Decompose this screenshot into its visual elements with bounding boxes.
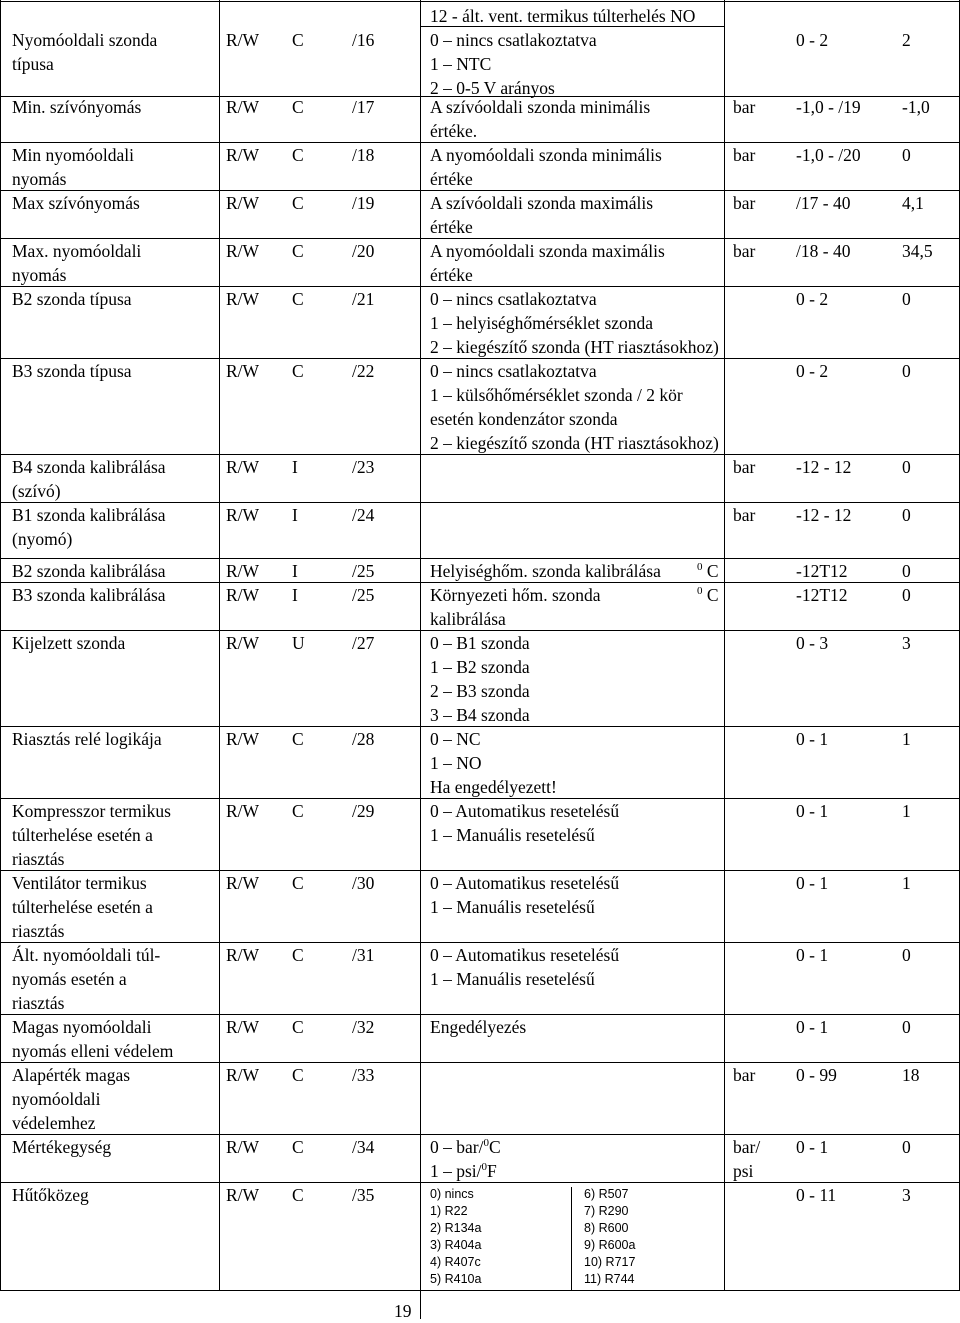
param-level: C — [292, 729, 304, 749]
param-level: C — [292, 361, 304, 381]
param-range: -1,0 - /19 — [796, 97, 861, 117]
param-default: 0 — [902, 145, 911, 165]
param-code: /19 — [352, 193, 375, 213]
param-level: C — [292, 1137, 304, 1157]
param-name: B3 szonda kalibrálása — [12, 585, 166, 605]
refrigerant-option: 3) R404a — [430, 1238, 482, 1252]
param-code: /33 — [352, 1065, 375, 1085]
param-range: -1,0 - /20 — [796, 145, 861, 165]
param-access: R/W — [226, 873, 260, 893]
param-access: R/W — [226, 505, 260, 525]
param-range: 0 - 1 — [796, 1137, 829, 1157]
param-name: Max szívónyomás — [12, 193, 140, 213]
param-unit: psi — [733, 1161, 754, 1181]
param-level: I — [292, 457, 298, 477]
param-range: 0 - 2 — [796, 30, 829, 50]
param-name: védelemhez — [12, 1113, 96, 1133]
param-name: B1 szonda kalibrálása — [12, 505, 166, 525]
param-level: C — [292, 945, 304, 965]
param-name: Alapérték magas — [12, 1065, 131, 1085]
refrigerant-option: 9) R600a — [584, 1238, 636, 1252]
param-description: 0 – Automatikus resetelésű — [430, 801, 620, 821]
param-default: 0 — [902, 561, 911, 581]
param-name: (szívó) — [12, 481, 61, 501]
param-description: kalibrálása — [430, 609, 506, 629]
refrigerant-option: 6) R507 — [584, 1187, 629, 1201]
param-description: 2 – kiegészítő szonda (HT riasztásokhoz) — [430, 337, 719, 357]
param-default: 2 — [902, 30, 911, 50]
param-description: 0 – nincs csatlakoztatva — [430, 30, 597, 50]
param-name: Kijelzett szonda — [12, 633, 126, 653]
param-access: R/W — [226, 30, 260, 50]
param-name: Hűtőközeg — [12, 1185, 89, 1205]
param-code: /24 — [352, 505, 375, 525]
param-default: 1 — [902, 801, 911, 821]
param-description: Helyiséghőm. szonda kalibrálása — [430, 561, 661, 581]
param-name: Magas nyomóoldali — [12, 1017, 152, 1037]
refrigerant-option: 1) R22 — [430, 1204, 468, 1218]
param-description: értéke — [430, 217, 473, 237]
param-name: B4 szonda kalibrálása — [12, 457, 166, 477]
param-description: A szívóoldali szonda maximális — [430, 193, 654, 213]
param-default: 0 — [902, 585, 911, 605]
param-default: 3 — [902, 633, 911, 653]
param-description: 0 – Automatikus resetelésű — [430, 945, 620, 965]
param-access: R/W — [226, 361, 260, 381]
param-name: Kompresszor termikus — [12, 801, 171, 821]
param-access: R/W — [226, 145, 260, 165]
param-code: /17 — [352, 97, 375, 117]
param-code: /31 — [352, 945, 375, 965]
param-description: 12 - ált. vent. termikus túlterhelés NO — [430, 6, 696, 26]
param-description: A nyomóoldali szonda maximális — [430, 241, 665, 261]
param-level: C — [292, 241, 304, 261]
param-description: 2 – 0-5 V arányos — [430, 78, 555, 98]
param-range: -12 - 12 — [796, 505, 852, 525]
param-unit: bar — [733, 193, 756, 213]
param-code: /28 — [352, 729, 375, 749]
param-description: A nyomóoldali szonda minimális — [430, 145, 662, 165]
param-level: C — [292, 193, 304, 213]
param-default: 18 — [902, 1065, 920, 1085]
param-name: riasztás — [12, 849, 65, 869]
refrigerant-option: 4) R407c — [430, 1255, 481, 1269]
refrigerant-option: 0) nincs — [430, 1187, 474, 1201]
param-range: /18 - 40 — [796, 241, 851, 261]
param-description: Ha engedélyezett! — [430, 777, 557, 797]
param-description: 1 – Manuális resetelésű — [430, 969, 595, 989]
param-name: Ventilátor termikus — [12, 873, 147, 893]
param-access: R/W — [226, 1137, 260, 1157]
param-description: értéke — [430, 169, 473, 189]
param-default: 0 — [902, 945, 911, 965]
param-description: 0 – nincs csatlakoztatva — [430, 361, 597, 381]
param-name: típusa — [12, 54, 54, 74]
param-unit: bar — [733, 457, 756, 477]
param-access: R/W — [226, 561, 260, 581]
param-range: -12T12 — [796, 561, 848, 581]
param-unit: $^0$ C — [697, 561, 719, 581]
param-code: /25 — [352, 585, 375, 605]
param-description: A szívóoldali szonda minimális — [430, 97, 651, 117]
param-code: /30 — [352, 873, 375, 893]
unit-option-psi: 1 – psi/$^0$F — [430, 1161, 497, 1181]
param-code: /29 — [352, 801, 375, 821]
refrigerant-option: 5) R410a — [430, 1272, 482, 1286]
param-name: Max. nyomóoldali — [12, 241, 142, 261]
table-rule — [0, 1290, 960, 1291]
param-default: 1 — [902, 873, 911, 893]
refrigerant-option: 11) R744 — [584, 1272, 635, 1286]
param-description: értéke. — [430, 121, 478, 141]
table-column-rule — [420, 1290, 421, 1319]
param-description: 1 – Manuális resetelésű — [430, 825, 595, 845]
param-code: /22 — [352, 361, 375, 381]
param-default: 0 — [902, 1017, 911, 1037]
param-access: R/W — [226, 1065, 260, 1085]
param-range: 0 - 11 — [796, 1185, 837, 1205]
param-description: 2 – B3 szonda — [430, 681, 530, 701]
table-column-rule — [571, 1187, 572, 1290]
param-name: Min. szívónyomás — [12, 97, 142, 117]
param-range: 0 - 1 — [796, 873, 829, 893]
param-default: 0 — [902, 457, 911, 477]
param-level: C — [292, 1065, 304, 1085]
param-default: 34,5 — [902, 241, 933, 261]
param-default: 3 — [902, 1185, 911, 1205]
table-rule — [0, 1, 960, 2]
param-level: C — [292, 289, 304, 309]
param-name: riasztás — [12, 993, 65, 1013]
param-description: Engedélyezés — [430, 1017, 527, 1037]
param-range: 0 - 2 — [796, 289, 829, 309]
param-unit: bar — [733, 145, 756, 165]
param-access: R/W — [226, 457, 260, 477]
param-description: 1 – helyiséghőmérséklet szonda — [430, 313, 654, 333]
param-name: nyomás esetén a — [12, 969, 127, 989]
param-name: Mértékegység — [12, 1137, 112, 1157]
param-code: /34 — [352, 1137, 375, 1157]
param-code: /21 — [352, 289, 375, 309]
param-default: 1 — [902, 729, 911, 749]
param-access: R/W — [226, 633, 260, 653]
param-level: C — [292, 30, 304, 50]
param-access: R/W — [226, 241, 260, 261]
param-access: R/W — [226, 729, 260, 749]
param-access: R/W — [226, 945, 260, 965]
refrigerant-option: 10) R717 — [584, 1255, 636, 1269]
param-unit: bar — [733, 97, 756, 117]
param-description: értéke — [430, 265, 473, 285]
param-name: Riasztás relé logikája — [12, 729, 162, 749]
param-level: I — [292, 505, 298, 525]
param-level: C — [292, 873, 304, 893]
param-description: 2 – kiegészítő szonda (HT riasztásokhoz) — [430, 433, 719, 453]
param-unit: $^0$ C — [697, 585, 719, 605]
param-description: 1 – Manuális resetelésű — [430, 897, 595, 917]
param-code: /32 — [352, 1017, 375, 1037]
page-number: 19 — [394, 1301, 412, 1321]
param-name: nyomás — [12, 265, 67, 285]
param-range: -12 - 12 — [796, 457, 852, 477]
param-default: 0 — [902, 1137, 911, 1157]
param-description: 0 – Automatikus resetelésű — [430, 873, 620, 893]
param-range: 0 - 2 — [796, 361, 829, 381]
param-unit: bar/ — [733, 1137, 761, 1157]
refrigerant-option: 7) R290 — [584, 1204, 629, 1218]
param-access: R/W — [226, 1017, 260, 1037]
param-access: R/W — [226, 585, 260, 605]
param-description: 0 – B1 szonda — [430, 633, 530, 653]
param-description: Környezeti hőm. szonda — [430, 585, 601, 605]
param-code: /25 — [352, 561, 375, 581]
param-description: 0 – NC — [430, 729, 481, 749]
param-default: 0 — [902, 361, 911, 381]
param-level: C — [292, 145, 304, 165]
param-name: nyomóoldali — [12, 1089, 101, 1109]
param-description: esetén kondenzátor szonda — [430, 409, 618, 429]
param-name: B3 szonda típusa — [12, 361, 132, 381]
param-range: -12T12 — [796, 585, 848, 605]
param-range: 0 - 1 — [796, 801, 829, 821]
param-code: /23 — [352, 457, 375, 477]
param-code: /35 — [352, 1185, 375, 1205]
param-level: U — [292, 633, 305, 653]
param-access: R/W — [226, 193, 260, 213]
param-name: nyomás — [12, 169, 67, 189]
param-description: 3 – B4 szonda — [430, 705, 530, 725]
table-column-rule — [0, 0, 1, 1290]
param-description: 1 – külsőhőmérséklet szonda / 2 kör — [430, 385, 683, 405]
param-level: C — [292, 97, 304, 117]
param-description: 1 – NTC — [430, 54, 492, 74]
param-default: 4,1 — [902, 193, 924, 213]
param-default: -1,0 — [902, 97, 930, 117]
param-default: 0 — [902, 289, 911, 309]
param-description: 1 – B2 szonda — [430, 657, 530, 677]
param-range: 0 - 1 — [796, 945, 829, 965]
param-default: 0 — [902, 505, 911, 525]
param-name: túlterhelése esetén a — [12, 825, 153, 845]
unit-option-bar: 0 – bar/$^0$C — [430, 1137, 501, 1157]
param-code: /16 — [352, 30, 375, 50]
param-unit: bar — [733, 505, 756, 525]
param-range: 0 - 1 — [796, 729, 829, 749]
refrigerant-option: 2) R134a — [430, 1221, 482, 1235]
param-unit: bar — [733, 241, 756, 261]
param-name: B2 szonda kalibrálása — [12, 561, 166, 581]
param-level: C — [292, 801, 304, 821]
param-name: riasztás — [12, 921, 65, 941]
param-code: /20 — [352, 241, 375, 261]
param-name: nyomás elleni védelem — [12, 1041, 174, 1061]
param-code: /27 — [352, 633, 375, 653]
param-name: Min nyomóoldali — [12, 145, 135, 165]
param-access: R/W — [226, 97, 260, 117]
param-range: /17 - 40 — [796, 193, 851, 213]
param-range: 0 - 3 — [796, 633, 829, 653]
param-access: R/W — [226, 801, 260, 821]
param-name: Nyomóoldali szonda — [12, 30, 158, 50]
param-range: 0 - 1 — [796, 1017, 829, 1037]
param-access: R/W — [226, 1185, 260, 1205]
param-access: R/W — [226, 289, 260, 309]
refrigerant-option: 8) R600 — [584, 1221, 629, 1235]
param-name: (nyomó) — [12, 529, 73, 549]
table-column-rule — [219, 0, 220, 1290]
table-column-rule — [420, 0, 421, 1290]
param-name: túlterhelése esetén a — [12, 897, 153, 917]
param-description: 1 – NO — [430, 753, 482, 773]
param-level: C — [292, 1185, 304, 1205]
param-level: I — [292, 585, 298, 605]
param-name: Ált. nyomóoldali túl- — [12, 945, 161, 965]
param-level: I — [292, 561, 298, 581]
param-range: 0 - 99 — [796, 1065, 837, 1085]
table-column-rule — [724, 0, 725, 1290]
param-description: 0 – nincs csatlakoztatva — [430, 289, 597, 309]
param-code: /18 — [352, 145, 375, 165]
param-level: C — [292, 1017, 304, 1037]
param-unit: bar — [733, 1065, 756, 1085]
param-name: B2 szonda típusa — [12, 289, 132, 309]
